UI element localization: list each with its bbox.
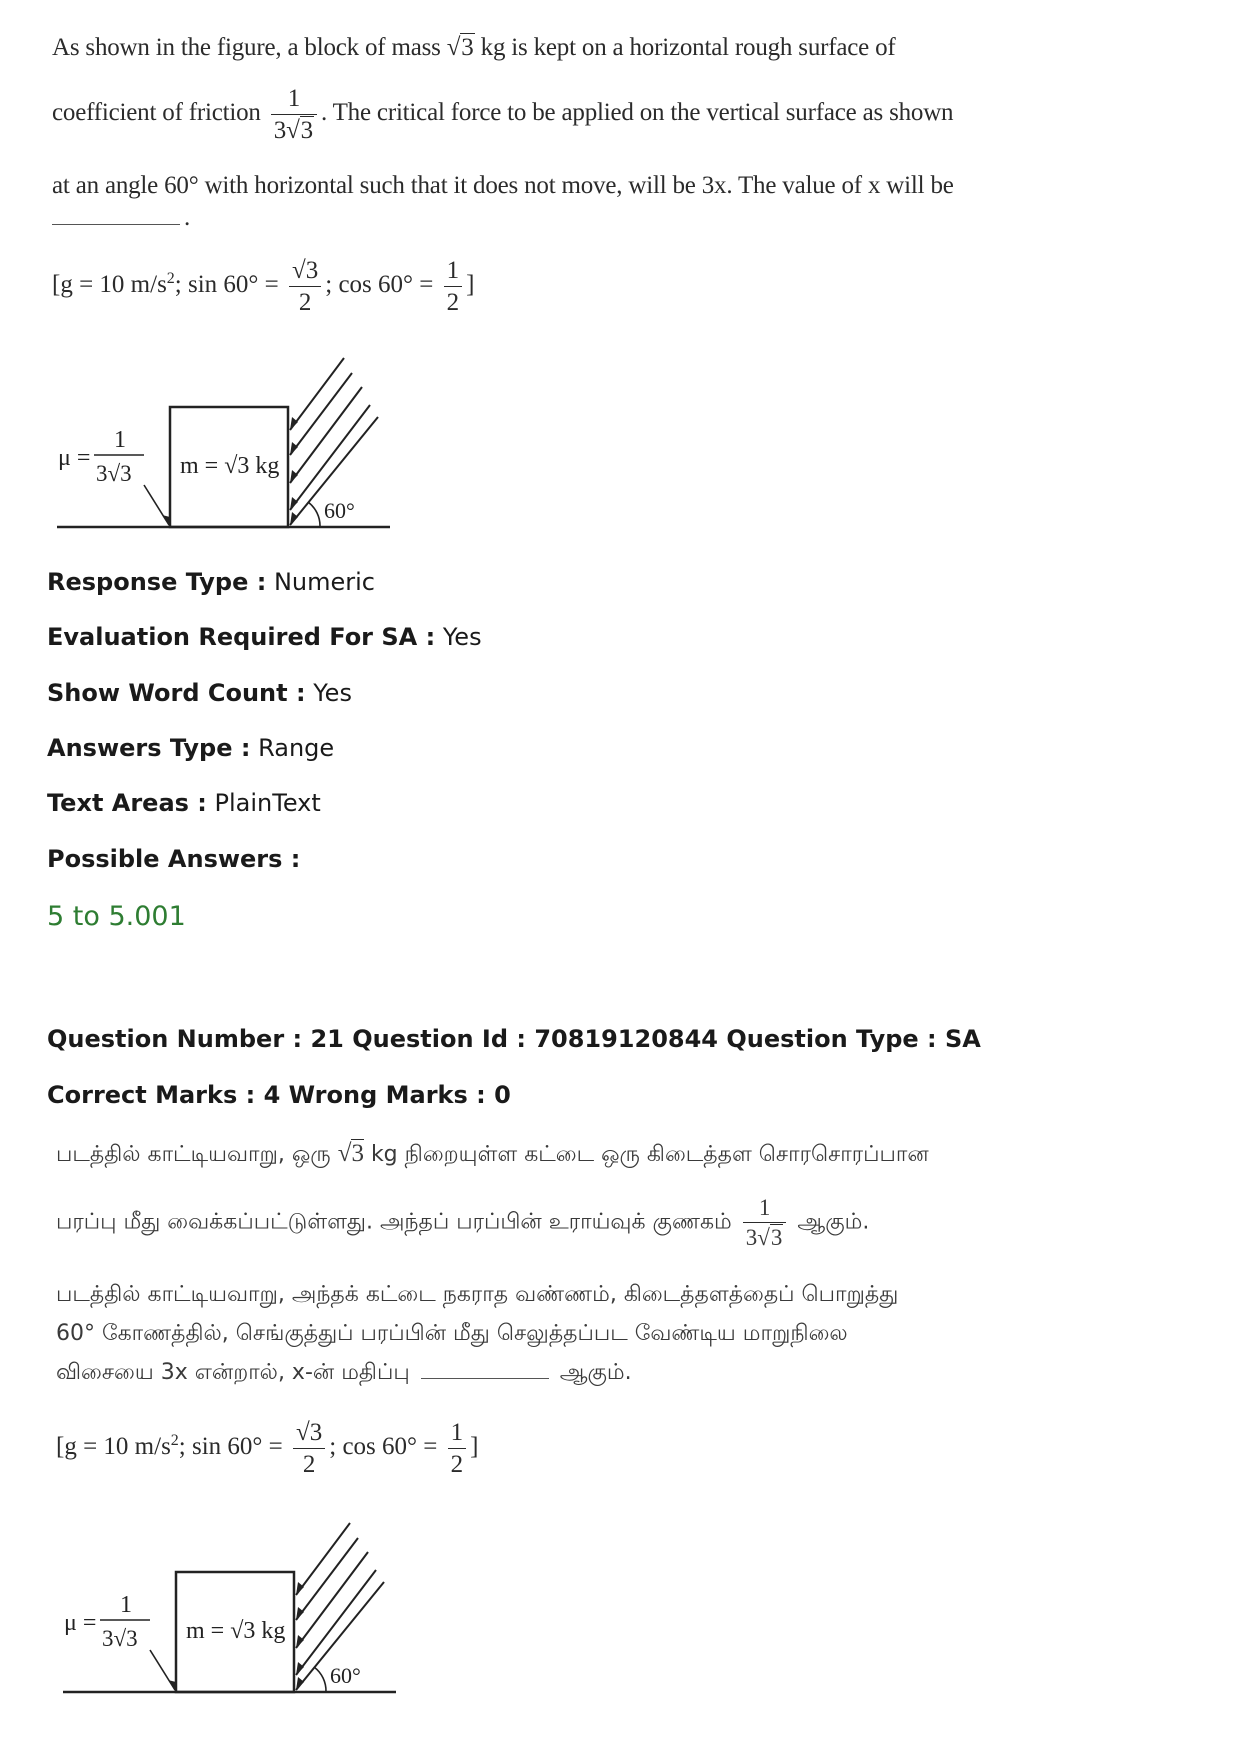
answer-blank bbox=[421, 1378, 549, 1379]
mu-numerator: 1 bbox=[120, 1592, 132, 1618]
text-areas-row: Text Areas : PlainText bbox=[47, 789, 321, 817]
block-figure bbox=[52, 355, 402, 540]
given-values-2: [g = 10 $m/s^2$; sin 60° = $\frac{√3}{2}$ ; cos 60° = $\frac{1}{2}$ ] bbox=[56, 1419, 479, 1478]
question-line-3: at an angle 60° with horizontal such that it does not move, will be 3x. The value of x will be bbox=[52, 172, 954, 199]
tamil-line-2: பரப்பு மீது வைக்கப்பட்டுள்ளது. அந்தப் பரப்பின் உராய்வுக் குணகம் $\frac{1}{3√3}$ ஆகும். bbox=[56, 1195, 870, 1250]
response-type-row: Response Type : Numeric bbox=[47, 568, 375, 596]
mass-label: m = √3 kg bbox=[180, 453, 280, 479]
question-text: As shown in the figure, a block of mass bbox=[52, 34, 441, 61]
tamil-line-4: 60° கோணத்தில், செங்குத்துப் பரப்பின் மீது செலுத்தப்பட வேண்டிய மாறுநிலை bbox=[56, 1321, 848, 1346]
possible-answers-row: Possible Answers : bbox=[47, 845, 301, 873]
answers-type-row: Answers Type : Range bbox=[47, 734, 335, 762]
question-line-2 bbox=[52, 86, 953, 143]
angle-label: 60° bbox=[330, 1663, 361, 1688]
question-line-4: . bbox=[52, 204, 190, 232]
sqrt-3: √3 bbox=[446, 34, 474, 61]
friction-fraction: $\frac{1}{3√3}$ bbox=[271, 86, 317, 143]
given-values: [g = 10 $m/s^2$; sin 60° = $\frac{√3}{2}$ ; cos 60° = $\frac{1}{2}$ ] bbox=[52, 257, 475, 316]
tamil-line-1: படத்தில் காட்டியவாறு, ஒரு √3 kg நிறையுள்ள கட்டை ஒரு கிடைத்தள சொரசொரப்பான bbox=[56, 1140, 929, 1167]
mass-label: m = √3 kg bbox=[186, 1618, 286, 1644]
question-text: coefficient of friction bbox=[52, 99, 261, 127]
angle-label: 60° bbox=[324, 498, 355, 523]
possible-answer-value: 5 to 5.001 bbox=[47, 901, 186, 932]
mu-denominator: 3√3 bbox=[96, 461, 132, 486]
mu-denominator: 3√3 bbox=[102, 1626, 138, 1651]
mu-label: μ = bbox=[64, 1610, 97, 1636]
question-line-1 bbox=[52, 34, 896, 62]
tamil-line-3: படத்தில் காட்டியவாறு, அந்தக் கட்டை நகராத வண்ணம், கிடைத்தளத்தைப் பொறுத்து bbox=[56, 1282, 899, 1307]
mu-numerator: 1 bbox=[114, 427, 126, 453]
mu-label: μ = bbox=[58, 445, 91, 471]
block-figure-2 bbox=[58, 1520, 408, 1705]
evaluation-required-row: Evaluation Required For SA : Yes bbox=[47, 623, 482, 651]
answer-blank bbox=[52, 224, 180, 225]
tamil-line-5: விசையை 3x என்றால், x-ன் மதிப்பு ஆகும். bbox=[56, 1360, 632, 1385]
marks-line: Correct Marks : 4 Wrong Marks : 0 bbox=[47, 1081, 511, 1109]
question-header: Question Number : 21 Question Id : 70819120844 Question Type : SA bbox=[47, 1025, 981, 1053]
question-text: kg is kept on a horizontal rough surface of bbox=[480, 34, 896, 61]
question-text: . The critical force to be applied on the vertical surface as shown bbox=[320, 99, 954, 127]
show-word-count-row: Show Word Count : Yes bbox=[47, 679, 352, 707]
